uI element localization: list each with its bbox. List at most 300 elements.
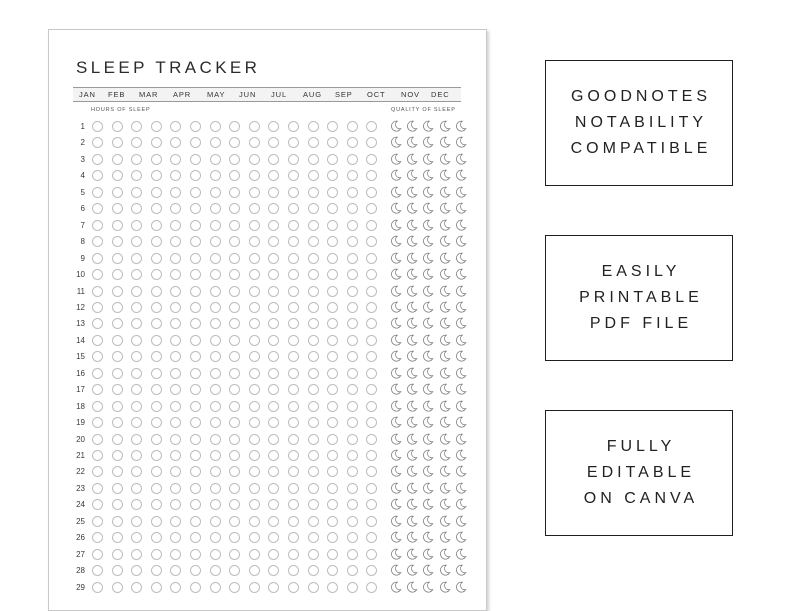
hour-circle[interactable]	[366, 170, 377, 181]
hour-circle[interactable]	[112, 532, 123, 543]
hour-circle[interactable]	[131, 384, 142, 395]
moon-icon[interactable]	[390, 285, 402, 297]
hour-circle[interactable]	[170, 549, 181, 560]
hour-circle[interactable]	[112, 121, 123, 132]
hour-circle[interactable]	[308, 154, 319, 165]
hour-circle[interactable]	[190, 137, 201, 148]
moon-icon[interactable]	[439, 531, 451, 543]
moon-icon[interactable]	[439, 465, 451, 477]
hour-circle[interactable]	[112, 335, 123, 346]
moon-icon[interactable]	[390, 564, 402, 576]
hour-circle[interactable]	[131, 269, 142, 280]
hour-circle[interactable]	[366, 137, 377, 148]
moon-icon[interactable]	[439, 153, 451, 165]
hour-circle[interactable]	[151, 565, 162, 576]
hour-circle[interactable]	[131, 286, 142, 297]
hour-circle[interactable]	[151, 286, 162, 297]
hour-circle[interactable]	[308, 236, 319, 247]
hour-circle[interactable]	[366, 450, 377, 461]
moon-icon[interactable]	[390, 317, 402, 329]
hour-circle[interactable]	[92, 351, 103, 362]
hour-circle[interactable]	[308, 269, 319, 280]
hour-circle[interactable]	[131, 220, 142, 231]
hour-circle[interactable]	[151, 335, 162, 346]
hour-circle[interactable]	[249, 565, 260, 576]
hour-circle[interactable]	[112, 401, 123, 412]
hour-circle[interactable]	[327, 187, 338, 198]
hour-circle[interactable]	[112, 434, 123, 445]
hour-circle[interactable]	[366, 532, 377, 543]
hour-circle[interactable]	[190, 220, 201, 231]
hour-circle[interactable]	[268, 351, 279, 362]
hour-circle[interactable]	[249, 483, 260, 494]
hour-circle[interactable]	[92, 499, 103, 510]
hour-circle[interactable]	[327, 466, 338, 477]
hour-circle[interactable]	[249, 269, 260, 280]
hour-circle[interactable]	[229, 532, 240, 543]
hour-circle[interactable]	[229, 137, 240, 148]
hour-circle[interactable]	[170, 187, 181, 198]
hour-circle[interactable]	[131, 516, 142, 527]
hour-circle[interactable]	[229, 170, 240, 181]
moon-icon[interactable]	[406, 531, 418, 543]
moon-icon[interactable]	[422, 317, 434, 329]
hour-circle[interactable]	[170, 434, 181, 445]
moon-icon[interactable]	[390, 548, 402, 560]
hour-circle[interactable]	[249, 417, 260, 428]
hour-circle[interactable]	[190, 401, 201, 412]
hour-circle[interactable]	[308, 565, 319, 576]
hour-circle[interactable]	[190, 483, 201, 494]
hour-circle[interactable]	[366, 121, 377, 132]
hour-circle[interactable]	[170, 286, 181, 297]
hour-circle[interactable]	[308, 203, 319, 214]
hour-circle[interactable]	[112, 187, 123, 198]
hour-circle[interactable]	[210, 384, 221, 395]
hour-circle[interactable]	[347, 582, 358, 593]
hour-circle[interactable]	[190, 302, 201, 313]
hour-circle[interactable]	[288, 286, 299, 297]
hour-circle[interactable]	[92, 170, 103, 181]
moon-icon[interactable]	[439, 235, 451, 247]
hour-circle[interactable]	[210, 582, 221, 593]
hour-circle[interactable]	[92, 302, 103, 313]
hour-circle[interactable]	[151, 203, 162, 214]
hour-circle[interactable]	[249, 121, 260, 132]
hour-circle[interactable]	[151, 499, 162, 510]
moon-icon[interactable]	[455, 136, 467, 148]
hour-circle[interactable]	[288, 499, 299, 510]
hour-circle[interactable]	[249, 549, 260, 560]
hour-circle[interactable]	[190, 368, 201, 379]
hour-circle[interactable]	[170, 499, 181, 510]
moon-icon[interactable]	[455, 581, 467, 593]
hour-circle[interactable]	[131, 335, 142, 346]
hour-circle[interactable]	[131, 401, 142, 412]
hour-circle[interactable]	[190, 236, 201, 247]
moon-icon[interactable]	[406, 317, 418, 329]
hour-circle[interactable]	[112, 384, 123, 395]
hour-circle[interactable]	[190, 121, 201, 132]
moon-icon[interactable]	[406, 219, 418, 231]
hour-circle[interactable]	[112, 582, 123, 593]
hour-circle[interactable]	[347, 499, 358, 510]
hour-circle[interactable]	[190, 434, 201, 445]
hour-circle[interactable]	[366, 318, 377, 329]
hour-circle[interactable]	[327, 483, 338, 494]
moon-icon[interactable]	[390, 482, 402, 494]
hour-circle[interactable]	[288, 565, 299, 576]
hour-circle[interactable]	[131, 187, 142, 198]
moon-icon[interactable]	[390, 449, 402, 461]
moon-icon[interactable]	[422, 252, 434, 264]
hour-circle[interactable]	[347, 220, 358, 231]
moon-icon[interactable]	[406, 400, 418, 412]
hour-circle[interactable]	[347, 269, 358, 280]
hour-circle[interactable]	[112, 170, 123, 181]
hour-circle[interactable]	[308, 253, 319, 264]
moon-icon[interactable]	[406, 383, 418, 395]
hour-circle[interactable]	[190, 154, 201, 165]
hour-circle[interactable]	[347, 203, 358, 214]
hour-circle[interactable]	[210, 466, 221, 477]
moon-icon[interactable]	[422, 433, 434, 445]
hour-circle[interactable]	[347, 187, 358, 198]
moon-icon[interactable]	[422, 202, 434, 214]
hour-circle[interactable]	[288, 417, 299, 428]
hour-circle[interactable]	[151, 417, 162, 428]
hour-circle[interactable]	[151, 351, 162, 362]
hour-circle[interactable]	[366, 302, 377, 313]
hour-circle[interactable]	[112, 318, 123, 329]
hour-circle[interactable]	[210, 450, 221, 461]
hour-circle[interactable]	[112, 549, 123, 560]
moon-icon[interactable]	[406, 465, 418, 477]
hour-circle[interactable]	[131, 121, 142, 132]
hour-circle[interactable]	[249, 154, 260, 165]
hour-circle[interactable]	[268, 516, 279, 527]
hour-circle[interactable]	[151, 187, 162, 198]
hour-circle[interactable]	[366, 368, 377, 379]
hour-circle[interactable]	[229, 220, 240, 231]
hour-circle[interactable]	[170, 269, 181, 280]
hour-circle[interactable]	[92, 318, 103, 329]
hour-circle[interactable]	[366, 466, 377, 477]
hour-circle[interactable]	[112, 417, 123, 428]
moon-icon[interactable]	[439, 350, 451, 362]
hour-circle[interactable]	[366, 335, 377, 346]
hour-circle[interactable]	[327, 335, 338, 346]
hour-circle[interactable]	[327, 170, 338, 181]
hour-circle[interactable]	[366, 220, 377, 231]
hour-circle[interactable]	[210, 269, 221, 280]
hour-circle[interactable]	[170, 302, 181, 313]
hour-circle[interactable]	[112, 253, 123, 264]
hour-circle[interactable]	[268, 170, 279, 181]
hour-circle[interactable]	[288, 269, 299, 280]
hour-circle[interactable]	[229, 565, 240, 576]
hour-circle[interactable]	[268, 466, 279, 477]
moon-icon[interactable]	[406, 136, 418, 148]
hour-circle[interactable]	[210, 121, 221, 132]
hour-circle[interactable]	[249, 286, 260, 297]
hour-circle[interactable]	[210, 220, 221, 231]
moon-icon[interactable]	[455, 531, 467, 543]
hour-circle[interactable]	[288, 203, 299, 214]
moon-icon[interactable]	[406, 350, 418, 362]
hour-circle[interactable]	[288, 549, 299, 560]
moon-icon[interactable]	[422, 548, 434, 560]
hour-circle[interactable]	[131, 549, 142, 560]
hour-circle[interactable]	[249, 302, 260, 313]
moon-icon[interactable]	[439, 367, 451, 379]
hour-circle[interactable]	[288, 351, 299, 362]
moon-icon[interactable]	[455, 202, 467, 214]
moon-icon[interactable]	[439, 301, 451, 313]
moon-icon[interactable]	[390, 186, 402, 198]
hour-circle[interactable]	[92, 417, 103, 428]
hour-circle[interactable]	[229, 368, 240, 379]
hour-circle[interactable]	[229, 516, 240, 527]
hour-circle[interactable]	[327, 582, 338, 593]
hour-circle[interactable]	[151, 253, 162, 264]
moon-icon[interactable]	[390, 367, 402, 379]
moon-icon[interactable]	[390, 301, 402, 313]
moon-icon[interactable]	[422, 400, 434, 412]
hour-circle[interactable]	[131, 368, 142, 379]
moon-icon[interactable]	[406, 515, 418, 527]
hour-circle[interactable]	[308, 549, 319, 560]
moon-icon[interactable]	[455, 433, 467, 445]
hour-circle[interactable]	[151, 170, 162, 181]
hour-circle[interactable]	[229, 417, 240, 428]
moon-icon[interactable]	[422, 383, 434, 395]
hour-circle[interactable]	[210, 434, 221, 445]
hour-circle[interactable]	[366, 516, 377, 527]
moon-icon[interactable]	[455, 169, 467, 181]
hour-circle[interactable]	[170, 220, 181, 231]
hour-circle[interactable]	[170, 368, 181, 379]
moon-icon[interactable]	[422, 219, 434, 231]
hour-circle[interactable]	[229, 434, 240, 445]
hour-circle[interactable]	[92, 187, 103, 198]
hour-circle[interactable]	[190, 170, 201, 181]
hour-circle[interactable]	[112, 302, 123, 313]
hour-circle[interactable]	[249, 137, 260, 148]
hour-circle[interactable]	[366, 351, 377, 362]
hour-circle[interactable]	[170, 137, 181, 148]
moon-icon[interactable]	[439, 219, 451, 231]
hour-circle[interactable]	[229, 384, 240, 395]
hour-circle[interactable]	[210, 137, 221, 148]
hour-circle[interactable]	[210, 203, 221, 214]
hour-circle[interactable]	[229, 187, 240, 198]
hour-circle[interactable]	[229, 286, 240, 297]
hour-circle[interactable]	[112, 565, 123, 576]
hour-circle[interactable]	[347, 286, 358, 297]
hour-circle[interactable]	[268, 318, 279, 329]
hour-circle[interactable]	[268, 401, 279, 412]
moon-icon[interactable]	[390, 120, 402, 132]
hour-circle[interactable]	[210, 170, 221, 181]
hour-circle[interactable]	[347, 121, 358, 132]
hour-circle[interactable]	[288, 253, 299, 264]
moon-icon[interactable]	[390, 169, 402, 181]
moon-icon[interactable]	[439, 400, 451, 412]
hour-circle[interactable]	[249, 368, 260, 379]
hour-circle[interactable]	[347, 253, 358, 264]
hour-circle[interactable]	[229, 351, 240, 362]
moon-icon[interactable]	[439, 136, 451, 148]
moon-icon[interactable]	[455, 449, 467, 461]
hour-circle[interactable]	[112, 154, 123, 165]
moon-icon[interactable]	[406, 498, 418, 510]
hour-circle[interactable]	[170, 450, 181, 461]
hour-circle[interactable]	[92, 549, 103, 560]
hour-circle[interactable]	[327, 269, 338, 280]
hour-circle[interactable]	[190, 466, 201, 477]
hour-circle[interactable]	[249, 203, 260, 214]
hour-circle[interactable]	[249, 335, 260, 346]
moon-icon[interactable]	[406, 120, 418, 132]
hour-circle[interactable]	[268, 434, 279, 445]
hour-circle[interactable]	[366, 499, 377, 510]
hour-circle[interactable]	[366, 565, 377, 576]
moon-icon[interactable]	[390, 350, 402, 362]
hour-circle[interactable]	[288, 154, 299, 165]
hour-circle[interactable]	[151, 582, 162, 593]
hour-circle[interactable]	[151, 516, 162, 527]
hour-circle[interactable]	[249, 466, 260, 477]
hour-circle[interactable]	[308, 170, 319, 181]
moon-icon[interactable]	[406, 202, 418, 214]
hour-circle[interactable]	[327, 351, 338, 362]
hour-circle[interactable]	[190, 417, 201, 428]
moon-icon[interactable]	[406, 564, 418, 576]
moon-icon[interactable]	[439, 202, 451, 214]
hour-circle[interactable]	[268, 253, 279, 264]
hour-circle[interactable]	[190, 450, 201, 461]
hour-circle[interactable]	[210, 516, 221, 527]
hour-circle[interactable]	[308, 351, 319, 362]
hour-circle[interactable]	[92, 236, 103, 247]
hour-circle[interactable]	[308, 286, 319, 297]
moon-icon[interactable]	[422, 268, 434, 280]
hour-circle[interactable]	[190, 269, 201, 280]
moon-icon[interactable]	[439, 169, 451, 181]
hour-circle[interactable]	[210, 417, 221, 428]
hour-circle[interactable]	[151, 483, 162, 494]
moon-icon[interactable]	[406, 482, 418, 494]
hour-circle[interactable]	[92, 121, 103, 132]
hour-circle[interactable]	[268, 499, 279, 510]
hour-circle[interactable]	[229, 335, 240, 346]
moon-icon[interactable]	[422, 350, 434, 362]
hour-circle[interactable]	[92, 582, 103, 593]
moon-icon[interactable]	[439, 383, 451, 395]
hour-circle[interactable]	[327, 384, 338, 395]
moon-icon[interactable]	[455, 186, 467, 198]
hour-circle[interactable]	[112, 203, 123, 214]
moon-icon[interactable]	[390, 515, 402, 527]
hour-circle[interactable]	[112, 351, 123, 362]
hour-circle[interactable]	[210, 368, 221, 379]
moon-icon[interactable]	[455, 350, 467, 362]
hour-circle[interactable]	[190, 253, 201, 264]
hour-circle[interactable]	[288, 532, 299, 543]
hour-circle[interactable]	[308, 121, 319, 132]
moon-icon[interactable]	[455, 548, 467, 560]
hour-circle[interactable]	[170, 565, 181, 576]
moon-icon[interactable]	[439, 433, 451, 445]
hour-circle[interactable]	[347, 368, 358, 379]
hour-circle[interactable]	[308, 302, 319, 313]
hour-circle[interactable]	[347, 466, 358, 477]
hour-circle[interactable]	[131, 450, 142, 461]
hour-circle[interactable]	[249, 220, 260, 231]
hour-circle[interactable]	[327, 286, 338, 297]
hour-circle[interactable]	[288, 220, 299, 231]
moon-icon[interactable]	[455, 120, 467, 132]
hour-circle[interactable]	[347, 318, 358, 329]
hour-circle[interactable]	[170, 401, 181, 412]
hour-circle[interactable]	[268, 154, 279, 165]
hour-circle[interactable]	[112, 286, 123, 297]
moon-icon[interactable]	[422, 498, 434, 510]
hour-circle[interactable]	[151, 532, 162, 543]
hour-circle[interactable]	[366, 549, 377, 560]
hour-circle[interactable]	[268, 286, 279, 297]
moon-icon[interactable]	[406, 367, 418, 379]
hour-circle[interactable]	[268, 121, 279, 132]
hour-circle[interactable]	[268, 532, 279, 543]
hour-circle[interactable]	[308, 434, 319, 445]
moon-icon[interactable]	[390, 581, 402, 593]
hour-circle[interactable]	[92, 203, 103, 214]
hour-circle[interactable]	[268, 565, 279, 576]
moon-icon[interactable]	[455, 317, 467, 329]
moon-icon[interactable]	[390, 433, 402, 445]
hour-circle[interactable]	[112, 450, 123, 461]
hour-circle[interactable]	[268, 220, 279, 231]
moon-icon[interactable]	[406, 268, 418, 280]
hour-circle[interactable]	[288, 170, 299, 181]
hour-circle[interactable]	[327, 499, 338, 510]
hour-circle[interactable]	[190, 187, 201, 198]
moon-icon[interactable]	[455, 400, 467, 412]
hour-circle[interactable]	[112, 220, 123, 231]
moon-icon[interactable]	[439, 317, 451, 329]
hour-circle[interactable]	[131, 483, 142, 494]
hour-circle[interactable]	[308, 582, 319, 593]
hour-circle[interactable]	[288, 450, 299, 461]
moon-icon[interactable]	[406, 252, 418, 264]
moon-icon[interactable]	[406, 169, 418, 181]
moon-icon[interactable]	[406, 285, 418, 297]
moon-icon[interactable]	[455, 268, 467, 280]
hour-circle[interactable]	[327, 121, 338, 132]
hour-circle[interactable]	[308, 466, 319, 477]
hour-circle[interactable]	[151, 368, 162, 379]
hour-circle[interactable]	[308, 187, 319, 198]
hour-circle[interactable]	[366, 286, 377, 297]
hour-circle[interactable]	[268, 203, 279, 214]
hour-circle[interactable]	[249, 187, 260, 198]
hour-circle[interactable]	[190, 532, 201, 543]
hour-circle[interactable]	[288, 187, 299, 198]
moon-icon[interactable]	[390, 465, 402, 477]
hour-circle[interactable]	[92, 137, 103, 148]
